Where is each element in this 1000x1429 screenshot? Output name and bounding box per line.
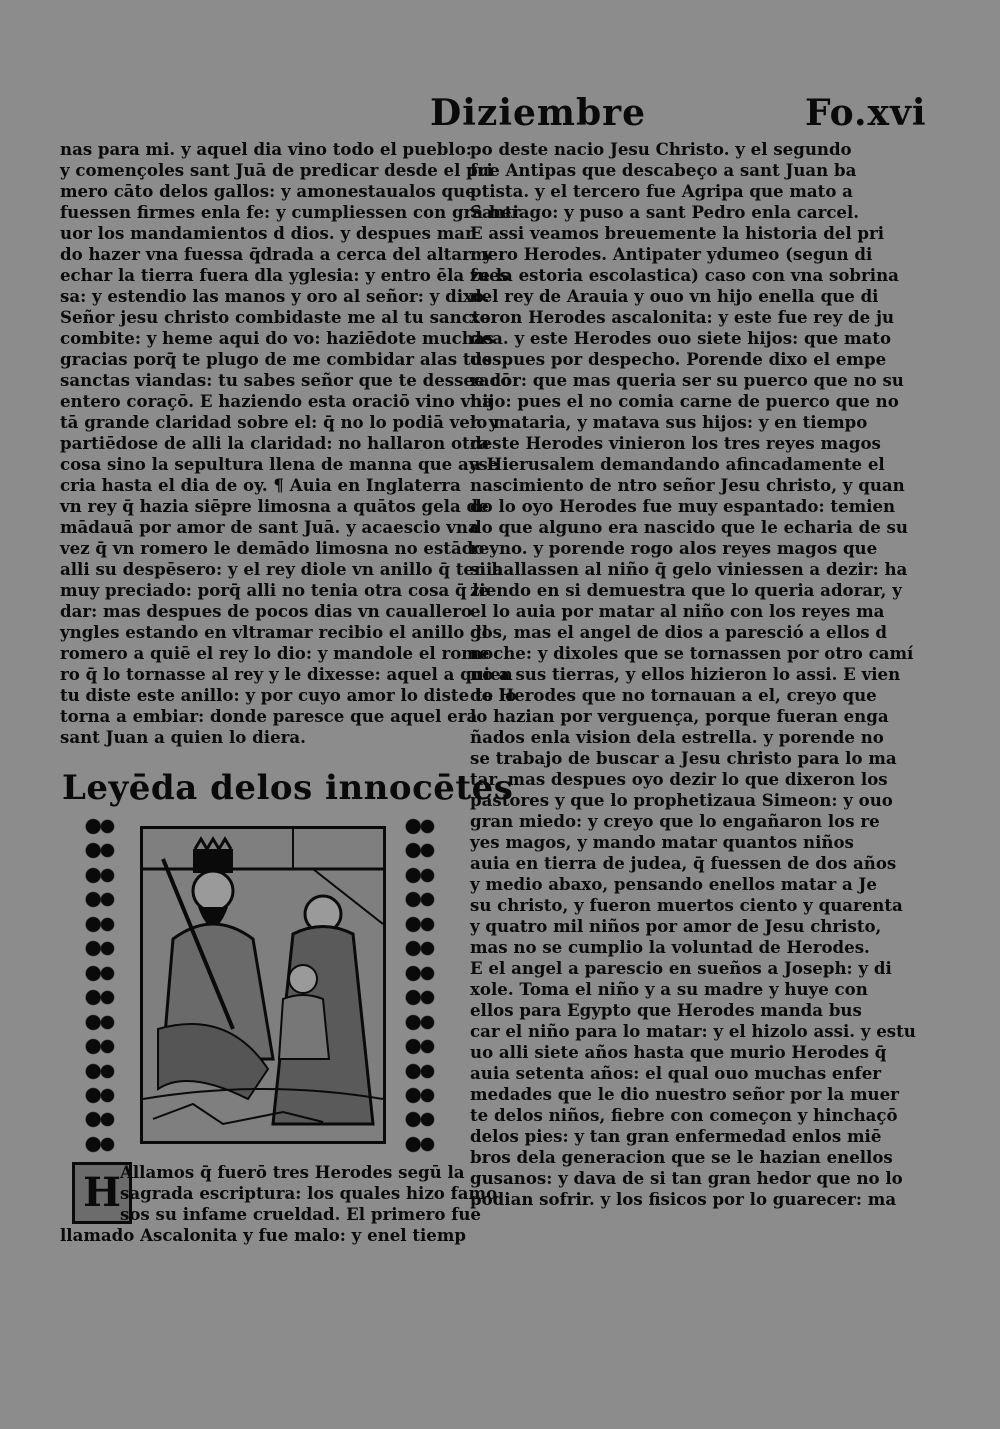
border-flourish-icon (403, 965, 437, 982)
border-ornament-left (72, 818, 128, 1153)
text-line: lo hazian por verguença, porque fueran enga (470, 706, 889, 726)
text-line: ñados enla vision dela estrella. y porende no (470, 727, 884, 747)
text-line: si hallassen al niño q̄ gelo viniessen a dezir: ha (470, 559, 908, 579)
text-line: auia setenta años: el qual ouo muchas enfer (470, 1063, 881, 1083)
text-line: alli su despēsero: y el rey diole vn anillo q̄ tenia (60, 559, 504, 579)
text-line: sant Juan a quien lo diera. (60, 727, 306, 747)
border-flourish-icon (403, 1111, 437, 1128)
text-line: hijo: pues el no comia carne de puerco que no (470, 391, 899, 411)
text-line: y començoles sant Juā de predicar desde el pri (60, 160, 493, 180)
border-flourish-icon (403, 1014, 437, 1031)
border-flourish-icon (83, 965, 117, 982)
border-flourish-icon (83, 1136, 117, 1153)
text-line: sa: y estendio las manos y oro al señor: y dixo. (60, 286, 490, 306)
text-line: entero coraçō. E haziendo esta oraciō vino vna (60, 391, 494, 411)
text-line: do Herodes que no tornauan a el, creyo que (470, 685, 877, 705)
text-line: reyno. y porende rogo alos reyes magos que (470, 538, 878, 558)
border-flourish-icon (83, 842, 117, 859)
text-line: muy preciado: porq̄ alli no tenia otra cosa q̄ le (60, 580, 490, 600)
text-line: a Hierusalem demandando afincadamente el (470, 454, 885, 474)
text-line: auia en tierra de judea, q̄ fuessen de dos años (470, 853, 897, 873)
text-line: E assi veamos breuemente la historia del pri (470, 223, 885, 243)
left-column (60, 139, 521, 748)
text-line: Allamos q̄ fuerō tres Herodes segū la (120, 1162, 465, 1182)
text-line: ptista. y el tercero fue Agripa que mato a (470, 181, 853, 201)
border-flourish-icon (403, 842, 437, 859)
text-line: gusanos: y dava de si tan gran hedor que no lo (470, 1168, 903, 1188)
page-header (60, 92, 927, 142)
text-line: ellos para Egypto que Herodes manda bus (470, 1000, 862, 1020)
text-line: bros dela generacion que se le hazian enellos (470, 1147, 893, 1167)
text-line: mero cāto delos gallos: y amonestaualos que (60, 181, 476, 201)
woodcut-icon (143, 829, 383, 1141)
text-line: y medio abaxo, pensando enellos matar a Je (470, 874, 877, 894)
folio-number: Fo.xvi (805, 92, 927, 134)
border-flourish-icon (403, 1136, 437, 1153)
text-line: y quatro mil niños por amor de Jesu christo, (470, 916, 882, 936)
text-line: su christo, y fueron muertos ciento y quarenta (470, 895, 903, 915)
text-line: uor los mandamientos d dios. y despues man (60, 223, 478, 243)
text-line: pastores y que lo prophetizaua Simeon: y ouo (470, 790, 893, 810)
text-line: partiēdose de alli la claridad: no hallaron otra (60, 433, 490, 453)
text-line: torna a embiar: donde paresce que aquel era (60, 706, 478, 726)
border-flourish-icon (83, 1063, 117, 1080)
border-flourish-icon (403, 989, 437, 1006)
border-flourish-icon (403, 940, 437, 957)
text-line: ziendo en si demuestra que lo queria adorar, y (470, 580, 902, 600)
text-line: mas no se cumplio la voluntad de Herodes. (470, 937, 870, 957)
text-line: se trabajo de buscar a Jesu christo para lo ma (470, 748, 897, 768)
left-column-lower (60, 1162, 498, 1246)
text-line: sanctas viandas: tu sabes señor que te dessee cō (60, 370, 512, 390)
text-line: noche: y dixoles que se tornassen por otro camí (470, 643, 914, 663)
border-flourish-icon (403, 818, 437, 835)
text-line: do que alguno era nascido que le echaria de su (470, 517, 908, 537)
text-line: delos pies: y tan gran enfermedad enlos miē (470, 1126, 882, 1146)
text-line: no a sus tierras, y ellos hizieron lo assi. E vien (470, 664, 901, 684)
text-line: sagrada escriptura: los quales hizo famo (120, 1183, 498, 1203)
text-line: vez q̄ vn romero le demādo limosna no estādo (60, 538, 485, 558)
text-line: ro q̄ lo tornasse al rey y le dixesse: aquel a quien (60, 664, 513, 684)
text-line: vn rey q̄ hazia siēpre limosna a quātos gela de (60, 496, 489, 516)
text-line: nascimiento de ntro señor Jesu christo, y quan (470, 475, 905, 495)
text-line: xeron Herodes ascalonita: y este fue rey de ju (470, 307, 895, 327)
text-line: rador: que mas queria ser su puerco que no su (470, 370, 904, 390)
text-line: echar la tierra fuera dla yglesia: y entro ēla fues (60, 265, 510, 285)
text-line: te delos niños, fiebre con começon y hinchaçō (470, 1105, 898, 1125)
text-line: tar, mas despues oyo dezir lo que dixeron los (470, 769, 888, 789)
text-line: gracias porq̄ te plugo de me combidar alas tus (60, 349, 492, 369)
text-line: tu diste este anillo: y por cuyo amor lo diste te lo (60, 685, 517, 705)
border-flourish-icon (403, 891, 437, 908)
woodcut-illustration (140, 826, 386, 1144)
text-line: mādauā por amor de sant Juā. y acaescio vna (60, 517, 479, 537)
text-line: yngles estando en vltramar recibio el anillo dl (60, 622, 489, 642)
text-line: llamado Ascalonita y fue malo: y enel tiemp (60, 1225, 467, 1245)
text-line: E el angel a parescio en sueños a Joseph: y di (470, 958, 892, 978)
text-line: fuessen firmes enla fe: y cumpliessen con grā her (60, 202, 521, 222)
text-line: car el niño para lo matar: y el hizolo assi. y estu (470, 1021, 916, 1041)
text-line: dea. y este Herodes ouo siete hijos: que mato (470, 328, 892, 348)
text-line: cria hasta el dia de oy. ¶ Auia en Inglaterra (60, 475, 461, 495)
text-line: romero a quiē el rey lo dio: y mandole el rome (60, 643, 490, 663)
text-line: sos su infame crueldad. El primero fue (120, 1204, 481, 1224)
text-line: po deste nacio Jesu Christo. y el segundo (470, 139, 852, 159)
text-line: xole. Toma el niño y a su madre y huye con (470, 979, 868, 999)
text-line: yes magos, y mando matar quantos niños (470, 832, 854, 852)
running-head: Diziembre (430, 92, 647, 134)
border-flourish-icon (83, 1111, 117, 1128)
border-flourish-icon (83, 1087, 117, 1104)
text-line: ze la estoria escolastica) caso con vna sobrina (470, 265, 899, 285)
border-flourish-icon (83, 867, 117, 884)
border-flourish-icon (83, 916, 117, 933)
text-line: gran miedo: y creyo que lo engañaron los re (470, 811, 880, 831)
border-flourish-icon (83, 818, 117, 835)
text-line: podian sofrir. y los fisicos por lo guarecer: ma (470, 1189, 897, 1209)
border-flourish-icon (403, 1063, 437, 1080)
border-flourish-icon (83, 891, 117, 908)
text-line: do lo oyo Herodes fue muy espantado: temien (470, 496, 896, 516)
text-line: mero Herodes. Antipater ydumeo (segun di (470, 244, 873, 264)
border-flourish-icon (83, 1038, 117, 1055)
border-ornament-right (392, 818, 448, 1153)
border-flourish-icon (403, 867, 437, 884)
border-flourish-icon (83, 1014, 117, 1031)
border-flourish-icon (83, 940, 117, 957)
text-line: medades que le dio nuestro señor por la muer (470, 1084, 899, 1104)
text-line: dar: mas despues de pocos dias vn cauallero (60, 601, 473, 621)
text-line: uo alli siete años hasta que murio Herodes q̄ (470, 1042, 887, 1062)
text-line: combite: y heme aqui do vo: haziēdote muchas (60, 328, 494, 348)
right-column (470, 139, 916, 1210)
border-flourish-icon (83, 989, 117, 1006)
text-line: cosa sino la sepultura llena de manna que ayse (60, 454, 499, 474)
text-line: nas para mi. y aquel dia vino todo el pueblo: (60, 139, 472, 159)
text-line: tā grande claridad sobre el: q̄ no lo podiā ver. y (60, 412, 499, 432)
text-line: gos, mas el angel de dios a paresció a ellos d (470, 622, 887, 642)
text-line: lo mataria, y matava sus hijos: y en tiempo (470, 412, 868, 432)
text-line: fue Antipas que descabeço a sant Juan ba (470, 160, 857, 180)
decorated-initial: H (72, 1162, 132, 1224)
border-flourish-icon (403, 1087, 437, 1104)
text-line: Santiago: y puso a sant Pedro enla carcel. (470, 202, 860, 222)
text-line: Señor jesu christo combidaste me al tu sancto (60, 307, 491, 327)
text-line: deste Herodes vinieron los tres reyes magos (470, 433, 881, 453)
text-line: el lo auia por matar al niño con los reyes ma (470, 601, 885, 621)
border-flourish-icon (403, 1038, 437, 1055)
border-flourish-icon (403, 916, 437, 933)
section-heading: Leyēda delos innocētes (62, 768, 514, 808)
text-line: despues por despecho. Porende dixo el empe (470, 349, 887, 369)
text-line: do hazer vna fuessa q̄drada a cerca del altar: y (60, 244, 493, 264)
text-line: del rey de Arauia y ouo vn hijo enella que di (470, 286, 879, 306)
